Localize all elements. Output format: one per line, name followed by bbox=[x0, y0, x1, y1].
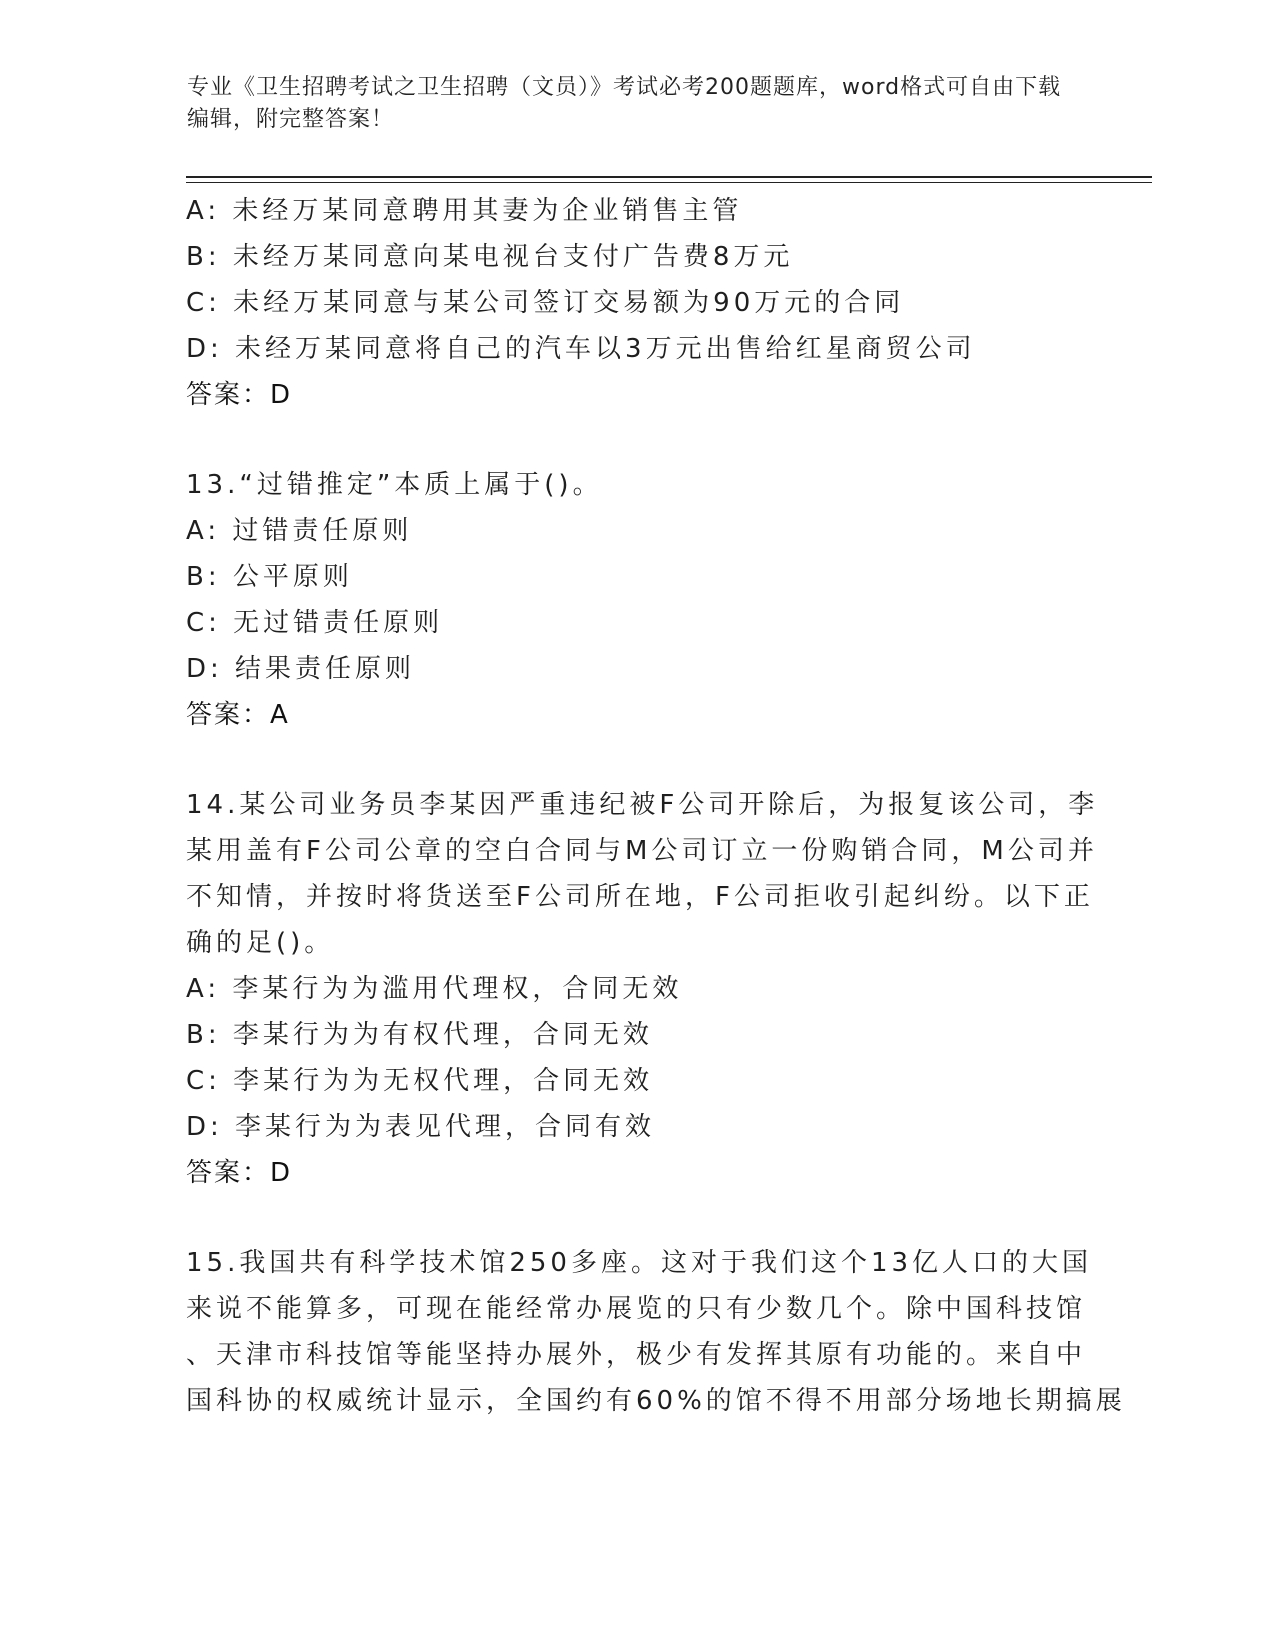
header-rule-thick bbox=[186, 176, 1152, 178]
question-list bbox=[186, 188, 1126, 1424]
answer: 答案：D bbox=[186, 380, 293, 410]
answer: 答案：D bbox=[186, 1158, 293, 1188]
option-d: D: 未经万某同意将自己的汽车以3万元出售给红星商贸公司 bbox=[186, 334, 976, 364]
question-stem-line: 国科协的权威统计显示，全国约有60%的馆不得不用部分场地长期搞展 bbox=[186, 1386, 1126, 1416]
question-stem-line: 不知情，并按时将货送至F公司所在地，F公司拒收引起纠纷。以下正 bbox=[186, 882, 1094, 912]
header-rule-thin bbox=[186, 182, 1152, 183]
question-stem-line: 15.我国共有科学技术馆250多座。这对于我们这个13亿人口的大国 bbox=[186, 1248, 1093, 1278]
question-stem-line: 、天津市科技馆等能坚持办展外，极少有发挥其原有功能的。来自中 bbox=[186, 1340, 1087, 1370]
question-15 bbox=[186, 1240, 1126, 1424]
question-stem-line: 确的足()。 bbox=[186, 928, 335, 958]
option-b: B: 未经万某同意向某电视台支付广告费8万元 bbox=[186, 242, 794, 272]
option-d: D: 李某行为为表见代理，合同有效 bbox=[186, 1112, 656, 1142]
document-header: 专业《卫生招聘考试之卫生招聘（文员）》考试必考200题题库，word格式可自由下载编辑，附完整答案！ bbox=[187, 75, 1062, 132]
question-14 bbox=[186, 782, 1099, 1196]
question-stem-line: 14.某公司业务员李某因严重违纪被F公司开除后，为报复该公司，李 bbox=[186, 790, 1099, 820]
question-12 bbox=[186, 188, 1086, 418]
option-a: A: 过错责任原则 bbox=[186, 516, 413, 546]
answer: 答案：A bbox=[186, 700, 290, 730]
option-d: D: 结果责任原则 bbox=[186, 654, 416, 684]
option-a: A: 未经万某同意聘用其妻为企业销售主管 bbox=[186, 196, 743, 226]
spacer bbox=[186, 418, 1086, 462]
option-b: B: 李某行为为有权代理，合同无效 bbox=[186, 1020, 653, 1050]
spacer bbox=[186, 1196, 1086, 1240]
question-stem-line: 来说不能算多，可现在能经常办展览的只有少数几个。除中国科技馆 bbox=[186, 1294, 1087, 1324]
option-c: C: 未经万某同意与某公司签订交易额为90万元的合同 bbox=[186, 288, 905, 318]
option-b: B: 公平原则 bbox=[186, 562, 353, 592]
question-stem-line: 某用盖有F公司公章的空白合同与M公司订立一份购销合同，M公司并 bbox=[186, 836, 1098, 866]
option-c: C: 李某行为为无权代理，合同无效 bbox=[186, 1066, 654, 1096]
option-c: C: 无过错责任原则 bbox=[186, 608, 444, 638]
question-13 bbox=[186, 462, 1086, 738]
option-a: A: 李某行为为滥用代理权，合同无效 bbox=[186, 974, 683, 1004]
question-stem: 13.“过错推定”本质上属于()。 bbox=[186, 470, 603, 500]
spacer bbox=[186, 738, 1086, 782]
